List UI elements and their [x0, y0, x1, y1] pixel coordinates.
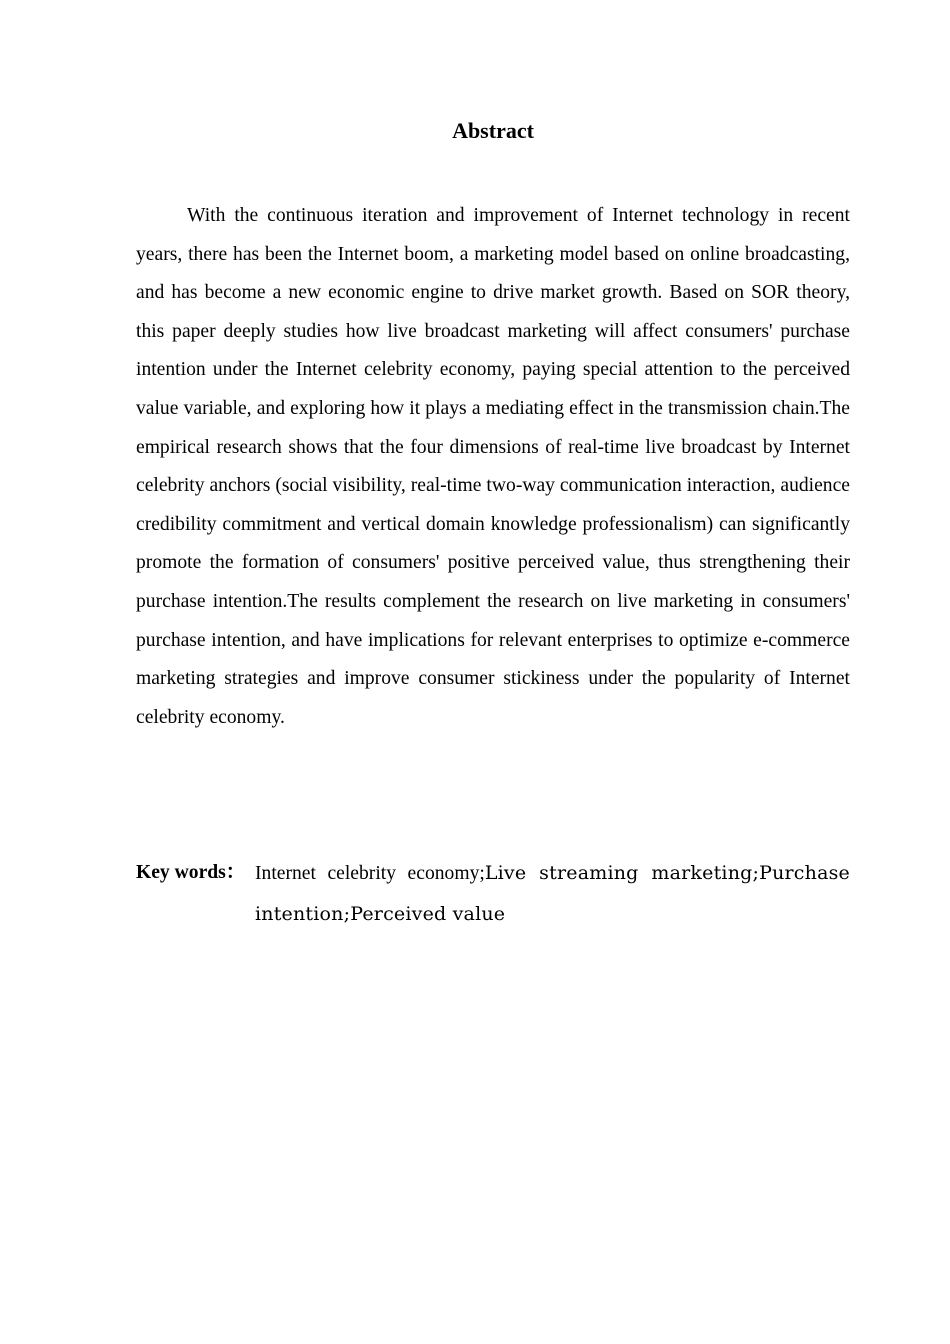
keywords-list — [255, 853, 850, 935]
abstract-title: Abstract — [452, 118, 534, 143]
keywords-first: Internet celebrity economy; — [255, 863, 485, 884]
keywords-rest: Live streaming marketing;Purchase intention;Perceived value — [255, 862, 851, 925]
keywords-section — [136, 853, 850, 935]
keywords-label: Key words： — [136, 862, 246, 883]
abstract-paragraph: With the continuous iteration and improvement of Internet technology in recent years, there has been the Internet boom, a marketing model based on online broadcasting, and has become a new economic engine to drive market growth. Based on SOR theory, this paper deeply studies how live broadcast marketing will affect consumers' purchase intention under the Internet celebrity economy, paying special attention to the perceived value variable, and exploring how it plays a mediating effect in the transmission chain.The empirical research shows that the four dimensions of real-time live broadcast by Internet celebrity anchors (social visibility, real-time two-way communication interaction, audience credibility commitment and vertical domain knowledge professionalism) can significantly promote the formation of consumers' positive perceived value, thus strengthening their purchase intention.The results complement the research on live marketing in consumers' purchase intention, and have implications for relevant enterprises to optimize e-commerce marketing strategies and improve consumer stickiness under the popularity of Internet celebrity economy. — [136, 205, 850, 728]
